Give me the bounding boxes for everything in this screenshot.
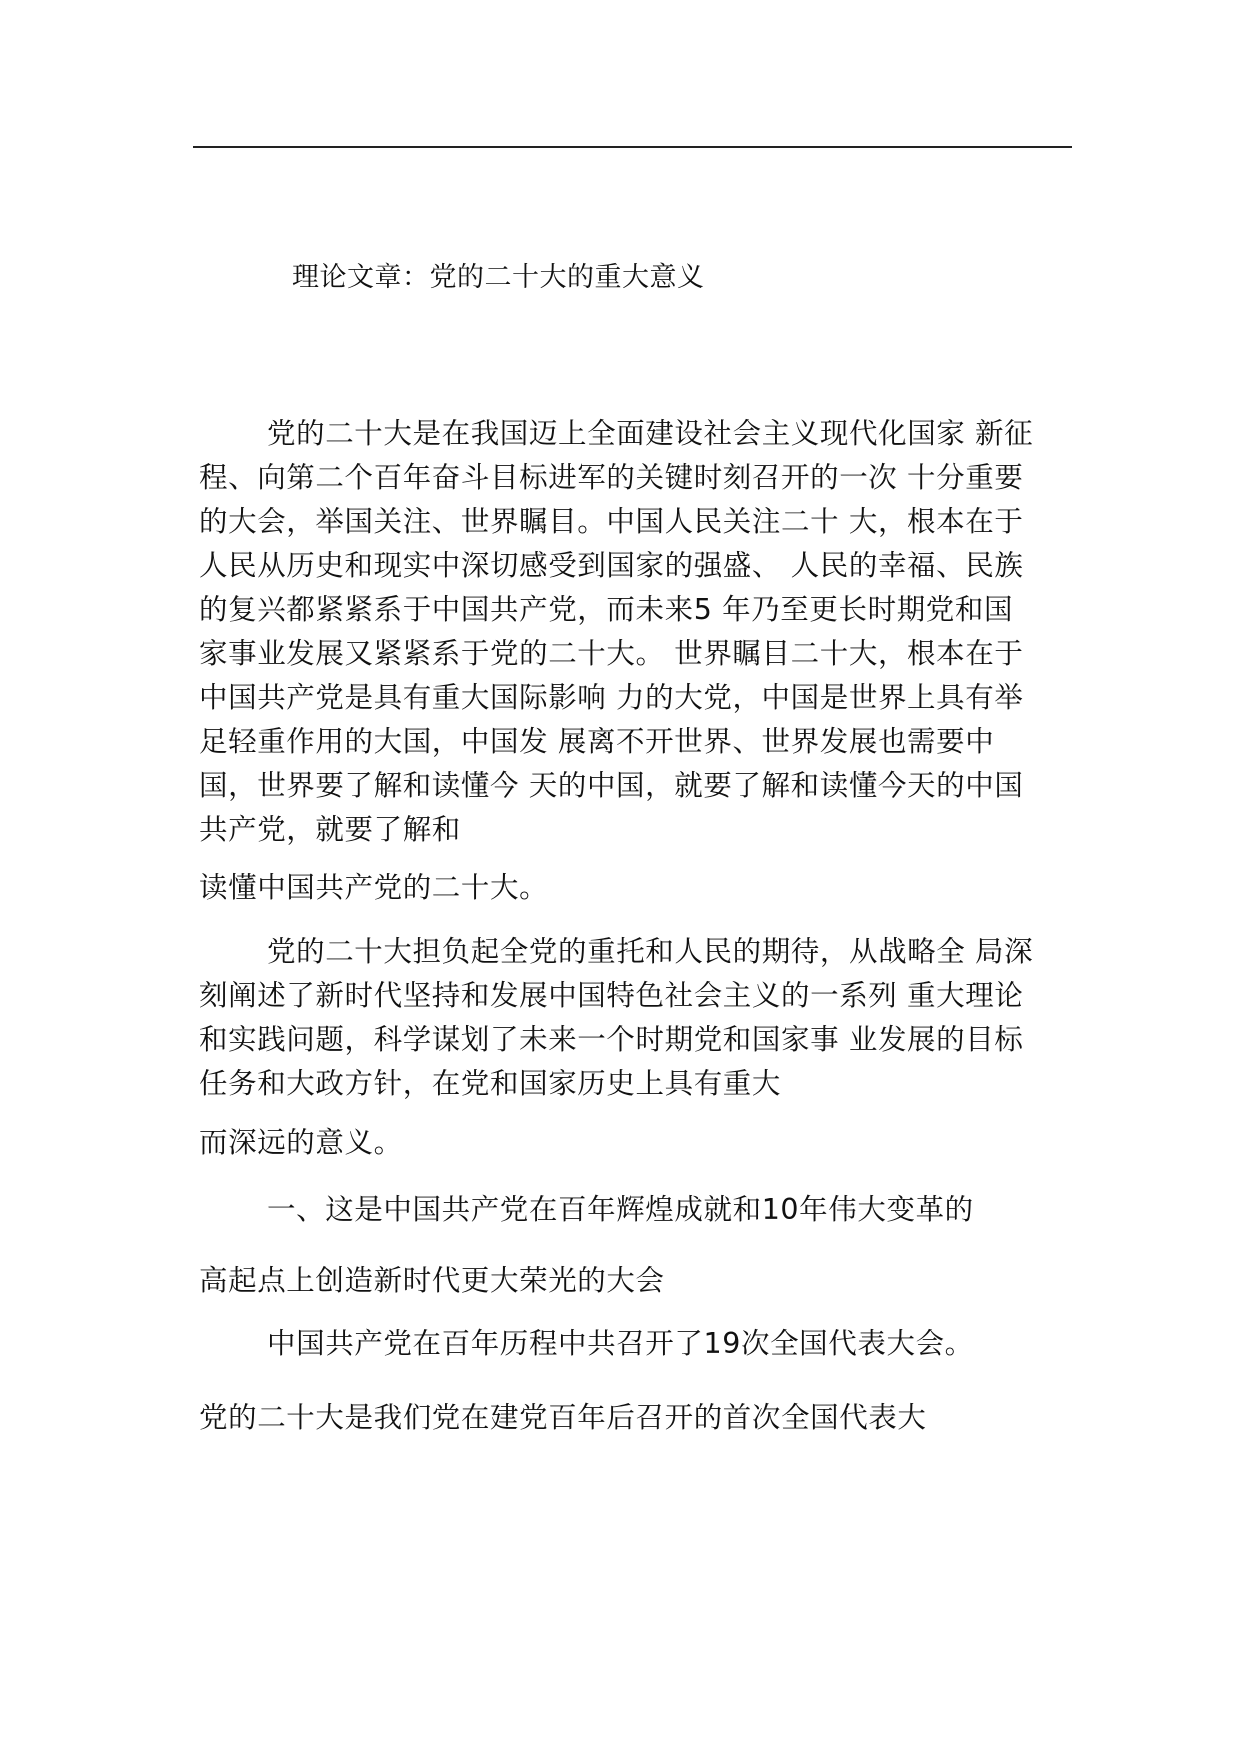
text-line: 中国共产党在百年历程中共召开了19次全国代表大会。 bbox=[267, 1327, 974, 1360]
text-line: 和实践问题，科学谋划了未来一个时期党和国家事 业发展的目标 bbox=[199, 1023, 1024, 1056]
document-title: 理论文章：党的二十大的重大意义 bbox=[292, 262, 705, 293]
text-line: 刻阐述了新时代坚持和发展中国特色社会主义的一系列 重大理论 bbox=[199, 979, 1024, 1012]
section-heading-line: 一、这是中国共产党在百年辉煌成就和10年伟大变革的 bbox=[267, 1193, 974, 1226]
text-line: 党的二十大是我们党在建党百年后召开的首次全国代表大 bbox=[199, 1401, 927, 1434]
text-line: 共产党，就要了解和 bbox=[199, 813, 461, 846]
text-line: 国，世界要了解和读懂今 天的中国，就要了解和读懂今天的中国 bbox=[199, 769, 1024, 802]
text-line: 人民从历史和现实中深切感受到国家的强盛、 人民的幸福、民族 bbox=[199, 549, 1024, 582]
text-line: 中国共产党是具有重大国际影响 力的大党，中国是世界上具有举 bbox=[199, 681, 1024, 714]
text-line: 任务和大政方针，在党和国家历史上具有重大 bbox=[199, 1067, 782, 1100]
text-line: 足轻重作用的大国，中国发 展离不开世界、世界发展也需要中 bbox=[199, 725, 995, 758]
text-line: 程、向第二个百年奋斗目标进军的关键时刻召开的一次 十分重要 bbox=[199, 461, 1024, 494]
text-line: 党的二十大担负起全党的重托和人民的期待，从战略全 局深 bbox=[267, 935, 1034, 968]
text-line: 党的二十大是在我国迈上全面建设社会主义现代化国家 新征 bbox=[267, 417, 1034, 450]
text-line: 家事业发展又紧紧系于党的二十大。 世界瞩目二十大，根本在于 bbox=[199, 637, 1024, 670]
section-heading-line: 高起点上创造新时代更大荣光的大会 bbox=[199, 1264, 665, 1297]
text-line: 的复兴都紧紧系于中国共产党，而未来5 年乃至更长时期党和国 bbox=[199, 593, 1014, 626]
text-line: 的大会，举国关注、世界瞩目。中国人民关注二十 大，根本在于 bbox=[199, 505, 1024, 538]
header-rule bbox=[193, 146, 1072, 148]
text-line: 而深远的意义。 bbox=[199, 1126, 403, 1159]
text-line: 读懂中国共产党的二十大。 bbox=[199, 871, 549, 904]
